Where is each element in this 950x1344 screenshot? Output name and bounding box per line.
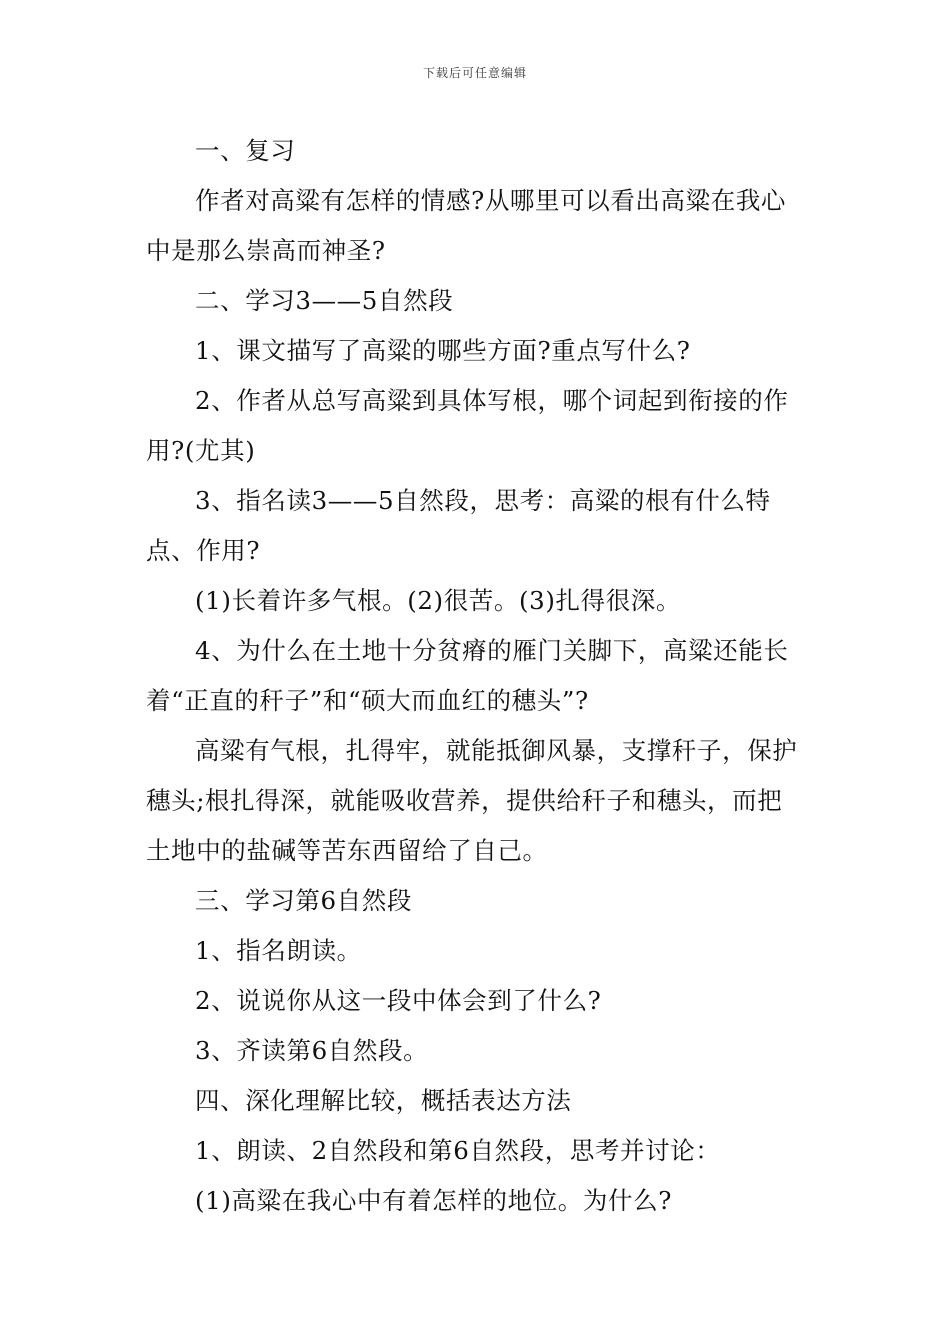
question-1: 1、课文描写了高粱的哪些方面?重点写什么? bbox=[195, 336, 691, 365]
paragraph-review-question: 作者对高粱有怎样的情感?从哪里可以看出高粱在我心中是那么崇高而神圣? bbox=[146, 186, 787, 265]
step-2-discuss: 2、说说你从这一段中体会到了什么? bbox=[195, 986, 602, 1015]
answer-root-features: (1)长着许多气根。(2)很苦。(3)扎得很深。 bbox=[195, 586, 682, 615]
step-3-read-together: 3、齐读第6自然段。 bbox=[195, 1036, 429, 1065]
answer-paragraph: 高粱有气根，扎得牢，就能抵御风暴，支撑秆子，保护穗头;根扎得深，就能吸收营养，提供给秆子和穗头，而把土地中的盐碱等苦东西留给了自己。 bbox=[146, 736, 798, 865]
sub-question-1: (1)高粱在我心中有着怎样的地位。为什么? bbox=[195, 1186, 672, 1215]
page-header-note: 下载后可任意编辑 bbox=[422, 66, 527, 80]
section-heading-study-6: 三、学习第6自然段 bbox=[195, 886, 412, 915]
section-heading-study-3-5: 二、学习3——5自然段 bbox=[195, 286, 454, 315]
step-1-read: 1、指名朗读。 bbox=[195, 936, 362, 965]
section-heading-deepen: 四、深化理解比较，概括表达方法 bbox=[195, 1086, 572, 1115]
document-body bbox=[146, 126, 806, 1226]
question-2: 2、作者从总写高粱到具体写根，哪个词起到衔接的作用?(尤其) bbox=[146, 386, 789, 465]
section-heading-review: 一、复习 bbox=[195, 136, 296, 165]
step-compare-read: 1、朗读、2自然段和第6自然段，思考并讨论： bbox=[195, 1136, 721, 1165]
question-4: 4、为什么在土地十分贫瘠的雁门关脚下，高粱还能长着“正直的秆子”和“硕大而血红的穗头”? bbox=[146, 636, 789, 715]
question-3: 3、指名读3——5自然段，思考：高粱的根有什么特点、作用? bbox=[146, 486, 771, 565]
